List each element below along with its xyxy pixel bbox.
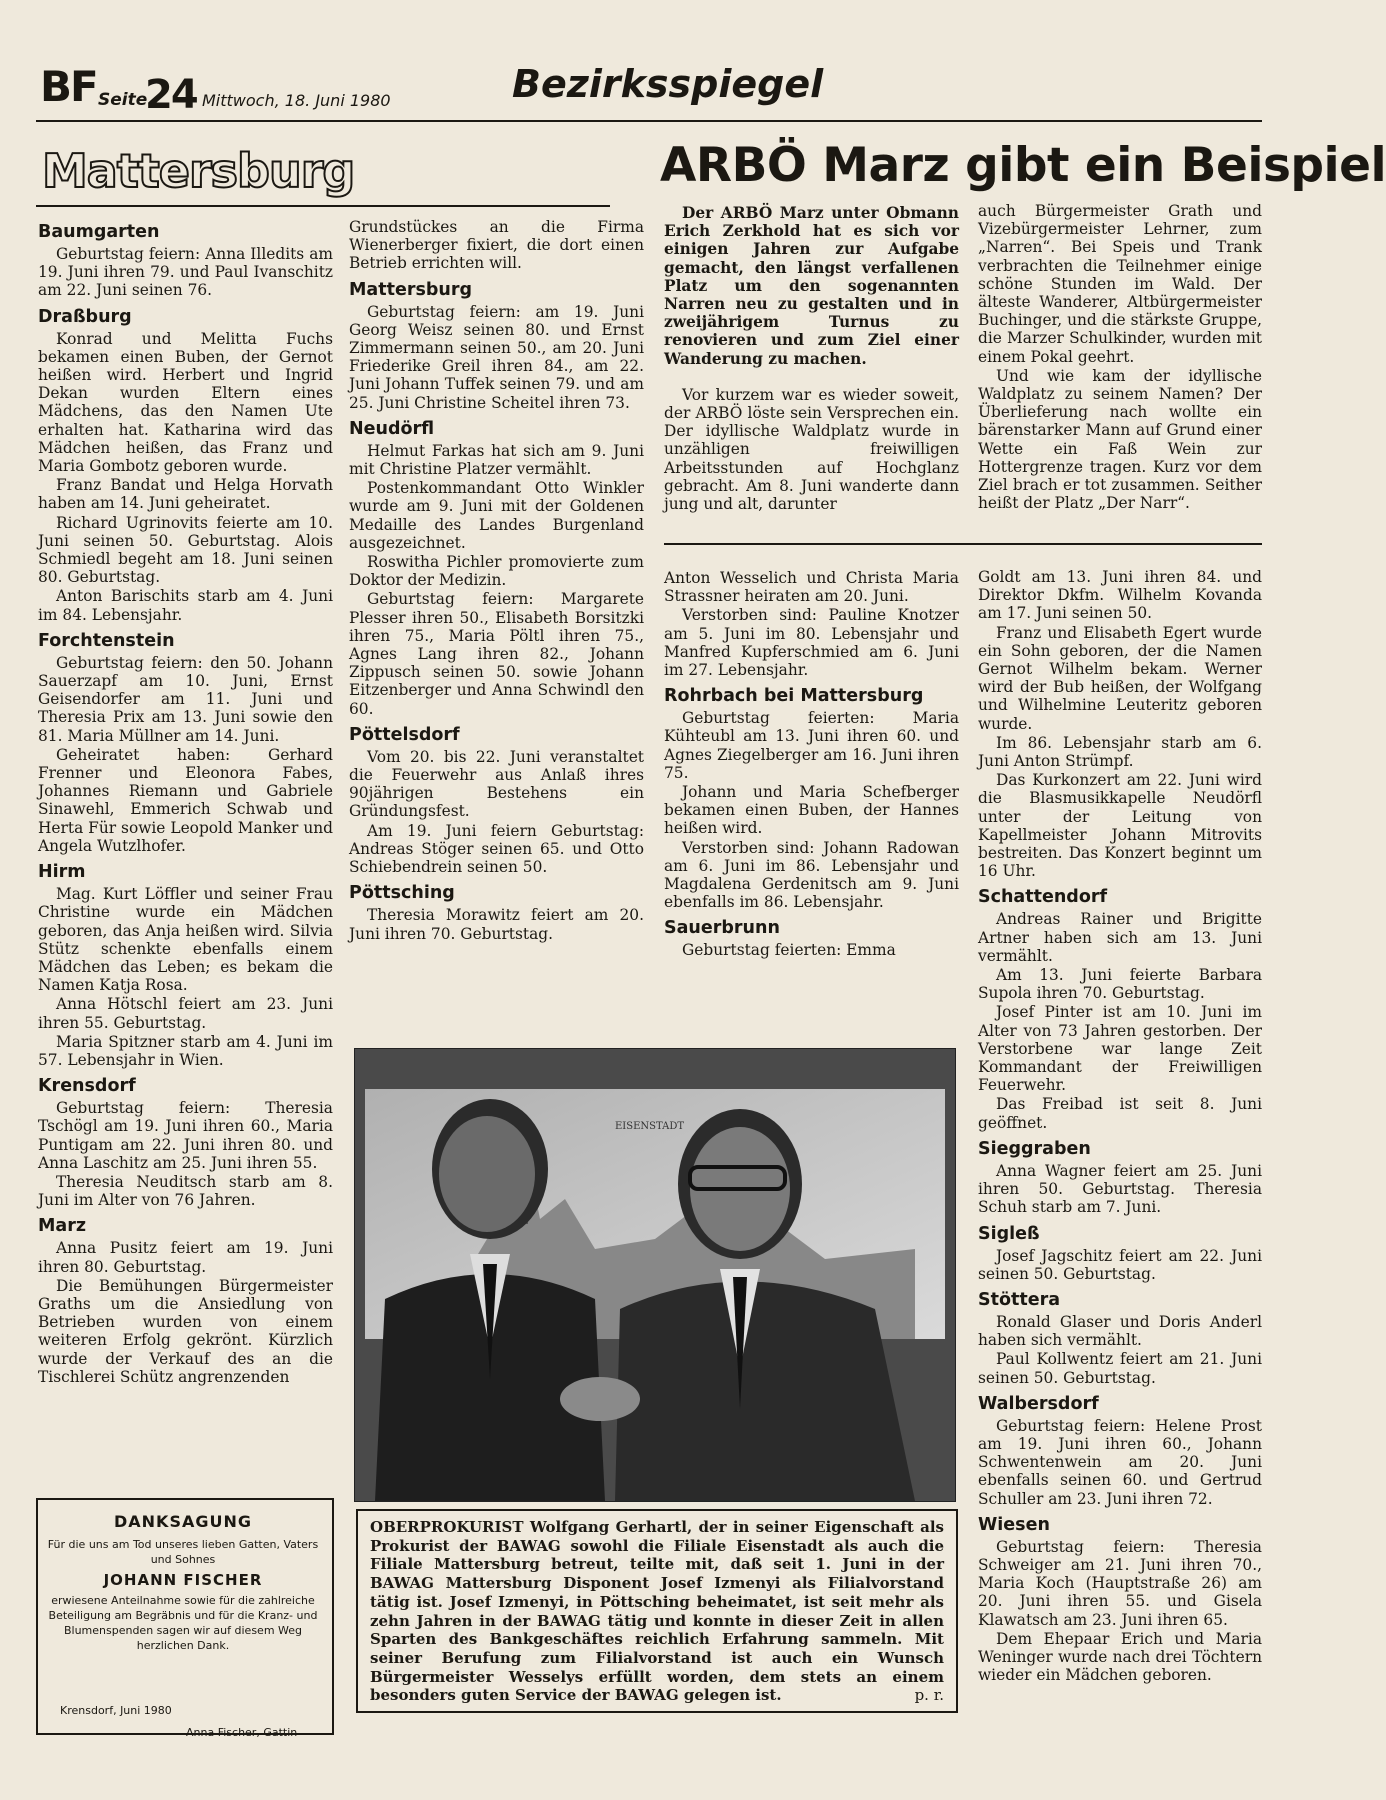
column-3 (664, 569, 959, 961)
paper-logo: BF (40, 62, 97, 111)
photo-caption (370, 1518, 944, 1705)
town-heading-sauerbrunn: Sauerbrunn (664, 918, 780, 939)
news-paragraph: Theresia Morawitz feiert am 20. Juni ihren 70. Geburtstag. (349, 906, 644, 943)
news-paragraph: Und wie kam der idyllische Waldplatz zu seinem Namen? Der Überlieferung nach wollte ein bärenstarker Mann auf Grund einer Wette ein Faß Wein zur Hottergrenze tragen. Kurz vor dem Ziel brach er tot zusammen. Seither heißt der Platz „Der Narr“. (978, 366, 1262, 513)
town-heading-rohrbach-bei-mattersburg: Rohrbach bei Mattersburg (664, 686, 924, 707)
news-paragraph: Geburtstag feierten: Maria Kühteubl am 13. Juni ihren 60. und Agnes Ziegelberger am 16. Juni ihren 75. (664, 709, 959, 782)
news-paragraph: Anton Wesselich und Christa Maria Strassner heiraten am 20. Juni. (664, 569, 959, 606)
arbo-lead: Der ARBÖ Marz unter Obmann Erich Zerkhold hat es sich vor einigen Jahren zur Aufgabe gemacht, den längst verfallenen Platz um den sogenannten Narren neu zu gestalten und in zweijährigem Turnus zu renovieren und zum Ziel einer Wanderung zu machen. (664, 204, 959, 368)
arbo-article-left (664, 204, 959, 514)
town-heading-pottsching: Pöttsching (349, 883, 455, 904)
bawag-photo (354, 1048, 956, 1502)
news-paragraph: Richard Ugrinovits feierte am 10. Juni seinen 50. Geburtstag. Alois Schmiedl begeht am 18. Juni seinen 80. Geburtstag. (38, 513, 333, 587)
arbo-bottom-rule (664, 543, 1262, 545)
map-label: EISENSTADT (615, 1121, 685, 1132)
news-paragraph: Anna Wagner feiert am 25. Juni ihren 50. Geburtstag. Theresia Schuh starb am 7. Juni. (978, 1161, 1262, 1217)
news-paragraph: Das Kurkonzert am 22. Juni wird die Blasmusikkapelle Neudörfl unter der Leitung von Kapellmeister Johann Mitrovits bestreiten. Das Konzert beginnt um 16 Uhr. (978, 771, 1262, 881)
town-heading-baumgarten: Baumgarten (38, 222, 160, 242)
news-paragraph: Das Freibad ist seit 8. Juni geöffnet. (978, 1095, 1262, 1132)
notice-title: DANKSAGUNG (113, 1512, 252, 1531)
news-paragraph: Josef Pinter ist am 10. Juni im Alter von 73 Jahren gestorben. Der Verstorbene war lange Zeit Kommandant der Freiwilligen Feuerwehr. (978, 1003, 1262, 1095)
news-paragraph: Die Bemühungen Bürgermeister Graths um die Ansiedlung von Betrieben wurden von einem weiteren Erfolg gekrönt. Kürzlich wurde der Verkauf des an die Tischlerei Schütz angrenzenden (38, 1276, 333, 1386)
news-paragraph: Anna Pusitz feiert am 19. Juni ihren 80. Geburtstag. (38, 1239, 333, 1276)
town-heading-walbersdorf: Walbersdorf (978, 1393, 1099, 1414)
column-2-lead: Grundstückes an die Firma Wienerberger fixiert, die dort einen Betrieb errichten will. (349, 218, 644, 273)
news-paragraph: Am 13. Juni feierte Barbara Supola ihren 70. Geburtstag. (978, 966, 1262, 1003)
town-heading-krensdorf: Krensdorf (38, 1076, 136, 1097)
town-heading-hirm: Hirm (38, 862, 86, 883)
news-paragraph: Franz und Elisabeth Egert wurde ein Sohn geboren, der die Namen Gernot Wilhelm bekam. Werner wird der Bub heißen, der Wolfgang und Wilhelmine Leuteritz geboren wurde. (978, 623, 1262, 733)
news-paragraph: Geburtstag feiern: Theresia Schweiger am 21. Juni ihren 70., Maria Koch (Hauptstraße 26) am 20. Juni ihren 55. und Gisela Klawatsch am 23. Juni ihren 65. (978, 1537, 1262, 1629)
town-heading-forchtenstein: Forchtenstein (38, 630, 175, 651)
news-paragraph: auch Bürgermeister Grath und Vizebürgermeister Lehrner, zum „Narren“. Bei Speis und Trank verbrachten die Teilnehmer einige schöne Stunden im Wald. Der älteste Wanderer, Altbürgermeister Buchinger, und die stärkste Gruppe, die Marzer Schulkinder, wurden mit einem Pokal geehrt. (978, 202, 1262, 366)
news-paragraph: Maria Spitzner starb am 4. Juni im 57. Lebensjahr in Wien. (38, 1032, 333, 1069)
news-paragraph: Vom 20. bis 22. Juni veranstaltet die Feuerwehr aus Anlaß ihres 90jährigen Bestehens ein Gründungsfest. (349, 747, 644, 821)
news-paragraph: Postenkommandant Otto Winkler wurde am 9. Juni mit der Goldenen Medaille des Landes Burgenland ausgezeichnet. (349, 479, 644, 552)
page-label: Seite (98, 90, 148, 110)
news-paragraph: Paul Kollwentz feiert am 21. Juni seinen 50. Geburtstag. (978, 1350, 1262, 1387)
arbo-body: Vor kurzem war es wieder soweit, der ARBÖ löste sein Versprechen ein. Der idyllische Waldplatz wurde in unzähligen freiwilligen Arbeitsstunden auf Hochglanz gebracht. Am 8. Juni wanderte dann jung und alt, darunter (664, 385, 959, 514)
town-heading-wiesen: Wiesen (978, 1514, 1050, 1535)
masthead-rule (36, 120, 1262, 122)
town-heading-sieggraben: Sieggraben (978, 1138, 1091, 1159)
caption-text: OBERPROKURIST Wolfgang Gerhartl, der in seiner Eigenschaft als Prokurist der BAWAG sowohl die Filiale Eisenstadt als auch die Filiale Mattersburg betreut, teilte mit, daß seit 1. Juni in der BAWAG Mattersburg Disponent Josef Izmenyi als Filialvorstand tätig ist. Josef Izmenyi, in Pöttsching beheimatet, ist seit mehr als zehn Jahren in der BAWAG tätig und konnte in dieser Zeit in allen Sparten des Bankgeschäftes reichlich Erfahrung sammeln. Mit seiner Berufung zum Filialvorstand ist auch ein Wunsch Bürgermeister Wesselys erfüllt worden, dem stets an einem besonders guten Service der BAWAG gelegen ist. (370, 1518, 944, 1705)
news-paragraph: Ronald Glaser und Doris Anderl haben sich vermählt. (978, 1312, 1262, 1350)
news-paragraph: Anton Barischits starb am 4. Juni im 84. Lebensjahr. (38, 587, 333, 624)
news-paragraph: Mag. Kurt Löffler und seiner Frau Christine wurde ein Mädchen geboren, das Anja heißen wird. Silvia Stütz schenkte ebenfalls einem Mädchen das Leben; es bekam die Namen Katja Rosa. (38, 885, 333, 995)
news-paragraph: Helmut Farkas hat sich am 9. Juni mit Christine Platzer vermählt. (349, 441, 644, 479)
notice-signature: Anna Fischer, Gattin (186, 1726, 298, 1739)
section-name: Bezirksspiegel (512, 62, 824, 106)
news-paragraph: Geburtstag feiern: Theresia Tschögl am 19. Juni ihren 60., Maria Puntigam am 22. Juni ihren 80. und Anna Laschitz am 25. Juni ihren 55. (38, 1099, 333, 1172)
town-heading-schattendorf: Schattendorf (978, 887, 1108, 908)
notice-place: Krensdorf, Juni 1980 (60, 1704, 172, 1717)
region-title-rule (36, 205, 610, 207)
news-paragraph: Geburtstag feiern: Helene Prost am 19. Juni ihren 60., Johann Schwentenwein am 20. Juni ebenfalls seinen 60. und Gertrud Schuller am 23. Juni ihren 72. (978, 1416, 1262, 1508)
news-paragraph: Dem Ehepaar Erich und Maria Weninger wurde nach drei Töchtern wieder ein Mädchen geboren. (978, 1629, 1262, 1685)
news-paragraph: Verstorben sind: Pauline Knotzer am 5. Juni im 80. Lebensjahr und Manfred Kupferschmied am 6. Juni im 27. Lebensjahr. (664, 606, 959, 680)
issue-date: Mittwoch, 18. Juni 1980 (202, 91, 391, 110)
town-heading-pottelsdorf: Pöttelsdorf (349, 724, 460, 745)
town-heading-sigless: Sigleß (978, 1223, 1040, 1244)
caption-signature: p. r. (914, 1686, 944, 1705)
photo-illustration (355, 1049, 955, 1501)
news-paragraph: Theresia Neuditsch starb am 8. Juni im Alter von 76 Jahren. (38, 1172, 333, 1210)
town-heading-drassburg: Draßburg (38, 306, 132, 327)
column-1 (38, 222, 333, 1387)
news-paragraph: Franz Bandat und Helga Horvath haben am 14. Juni geheiratet. (38, 476, 333, 513)
obituary-notice (46, 1508, 320, 1739)
notice-line-1: Für die uns am Tod unseres lieben Gatten, Vaters und Sohnes (47, 1538, 319, 1566)
news-paragraph: Geburtstag feiern: am 19. Juni Georg Weisz seinen 80. und Ernst Zimmermann seinen 50., am 20. Juni Friederike Greil ihren 84., am 22. Juni Johann Tuffek seinen 79. und am 25. Juni Christine Scheitel ihren 73. (349, 302, 644, 412)
news-paragraph: Andreas Rainer und Brigitte Artner haben sich am 13. Juni vermählt. (978, 910, 1262, 965)
page-number: 24 (145, 72, 197, 118)
town-heading-mattersburg: Mattersburg (349, 279, 473, 300)
news-paragraph: Anna Hötschl feiert am 23. Juni ihren 55. Geburtstag. (38, 995, 333, 1032)
news-paragraph: Am 19. Juni feiern Geburtstag: Andreas Stöger seinen 65. und Otto Schiebendrein seinen 50. (349, 821, 644, 877)
news-paragraph: Geburtstag feiern: den 50. Johann Sauerzapf am 10. Juni, Ernst Geisendorfer am 11. Juni und Theresia Prix am 13. Juni sowie den 81. Maria Müllner am 14. Juni. (38, 653, 333, 745)
news-paragraph: Josef Jagschitz feiert am 22. Juni seinen 50. Geburtstag. (978, 1246, 1262, 1283)
news-paragraph: Geburtstag feiern: Margarete Plesser ihren 50., Elisabeth Borsitzki ihren 75., Maria Pöltl ihren 75., Agnes Lang ihren 82., Johann Zippusch seinen 50. sowie Johann Eitzenberger und Anna Schwindl den 60. (349, 590, 644, 718)
news-paragraph: Im 86. Lebensjahr starb am 6. Juni Anton Strümpf. (978, 733, 1262, 771)
town-heading-neudorfl: Neudörfl (349, 418, 435, 439)
news-paragraph: Verstorben sind: Johann Radowan am 6. Juni im 86. Lebensjahr und Magdalena Gerdenitsch am 9. Juni ebenfalls im 86. Lebensjahr. (664, 838, 959, 912)
region-title: Mattersburg (42, 144, 355, 198)
town-heading-stottera: Stöttera (978, 1289, 1061, 1310)
news-paragraph: Geburtstag feierten: Emma (682, 941, 896, 960)
news-paragraph: Roswitha Pichler promovierte zum Doktor der Medizin. (349, 553, 644, 590)
article-headline: ARBÖ Marz gibt ein Beispiel (660, 138, 1386, 193)
notice-name: JOHANN FISCHER (103, 1571, 263, 1589)
column-4 (978, 568, 1262, 1685)
news-paragraph: Konrad und Melitta Fuchs bekamen einen Buben, der Gernot heißen wird. Herbert und Ingrid Dekan wurden Eltern eines Mädchens, das den Namen Ute erhalten hat. Katharina wird das Mädchen heißen, das Franz und Maria Gombotz geboren wurde. (38, 329, 333, 476)
news-paragraph: Johann und Maria Schefberger bekamen einen Buben, der Hannes heißen wird. (664, 783, 959, 838)
news-paragraph: Geheiratet haben: Gerhard Frenner und Eleonora Fabes, Johannes Riemann und Gabriele Sinawehl, Emmerich Schwab und Herta Für sowie Leopold Manker und Angela Wutzlhofer. (38, 745, 333, 855)
column-2 (349, 218, 644, 944)
notice-line-2: erwiesene Anteilnahme sowie für die zahlreiche Beteiligung am Begräbnis und für die Kranz- und Blumenspenden sagen wir auf diesem Weg herzlichen Dank. (48, 1594, 318, 1652)
arbo-article-right (978, 202, 1262, 513)
town-heading-marz: Marz (38, 1216, 87, 1237)
news-paragraph: Goldt am 13. Juni ihren 84. und Direktor Dkfm. Wilhelm Kovanda am 17. Juni seinen 50. (978, 568, 1262, 623)
news-paragraph: Geburtstag feiern: Anna Illedits am 19. Juni ihren 79. und Paul Ivanschitz am 22. Juni seinen 76. (38, 245, 333, 300)
